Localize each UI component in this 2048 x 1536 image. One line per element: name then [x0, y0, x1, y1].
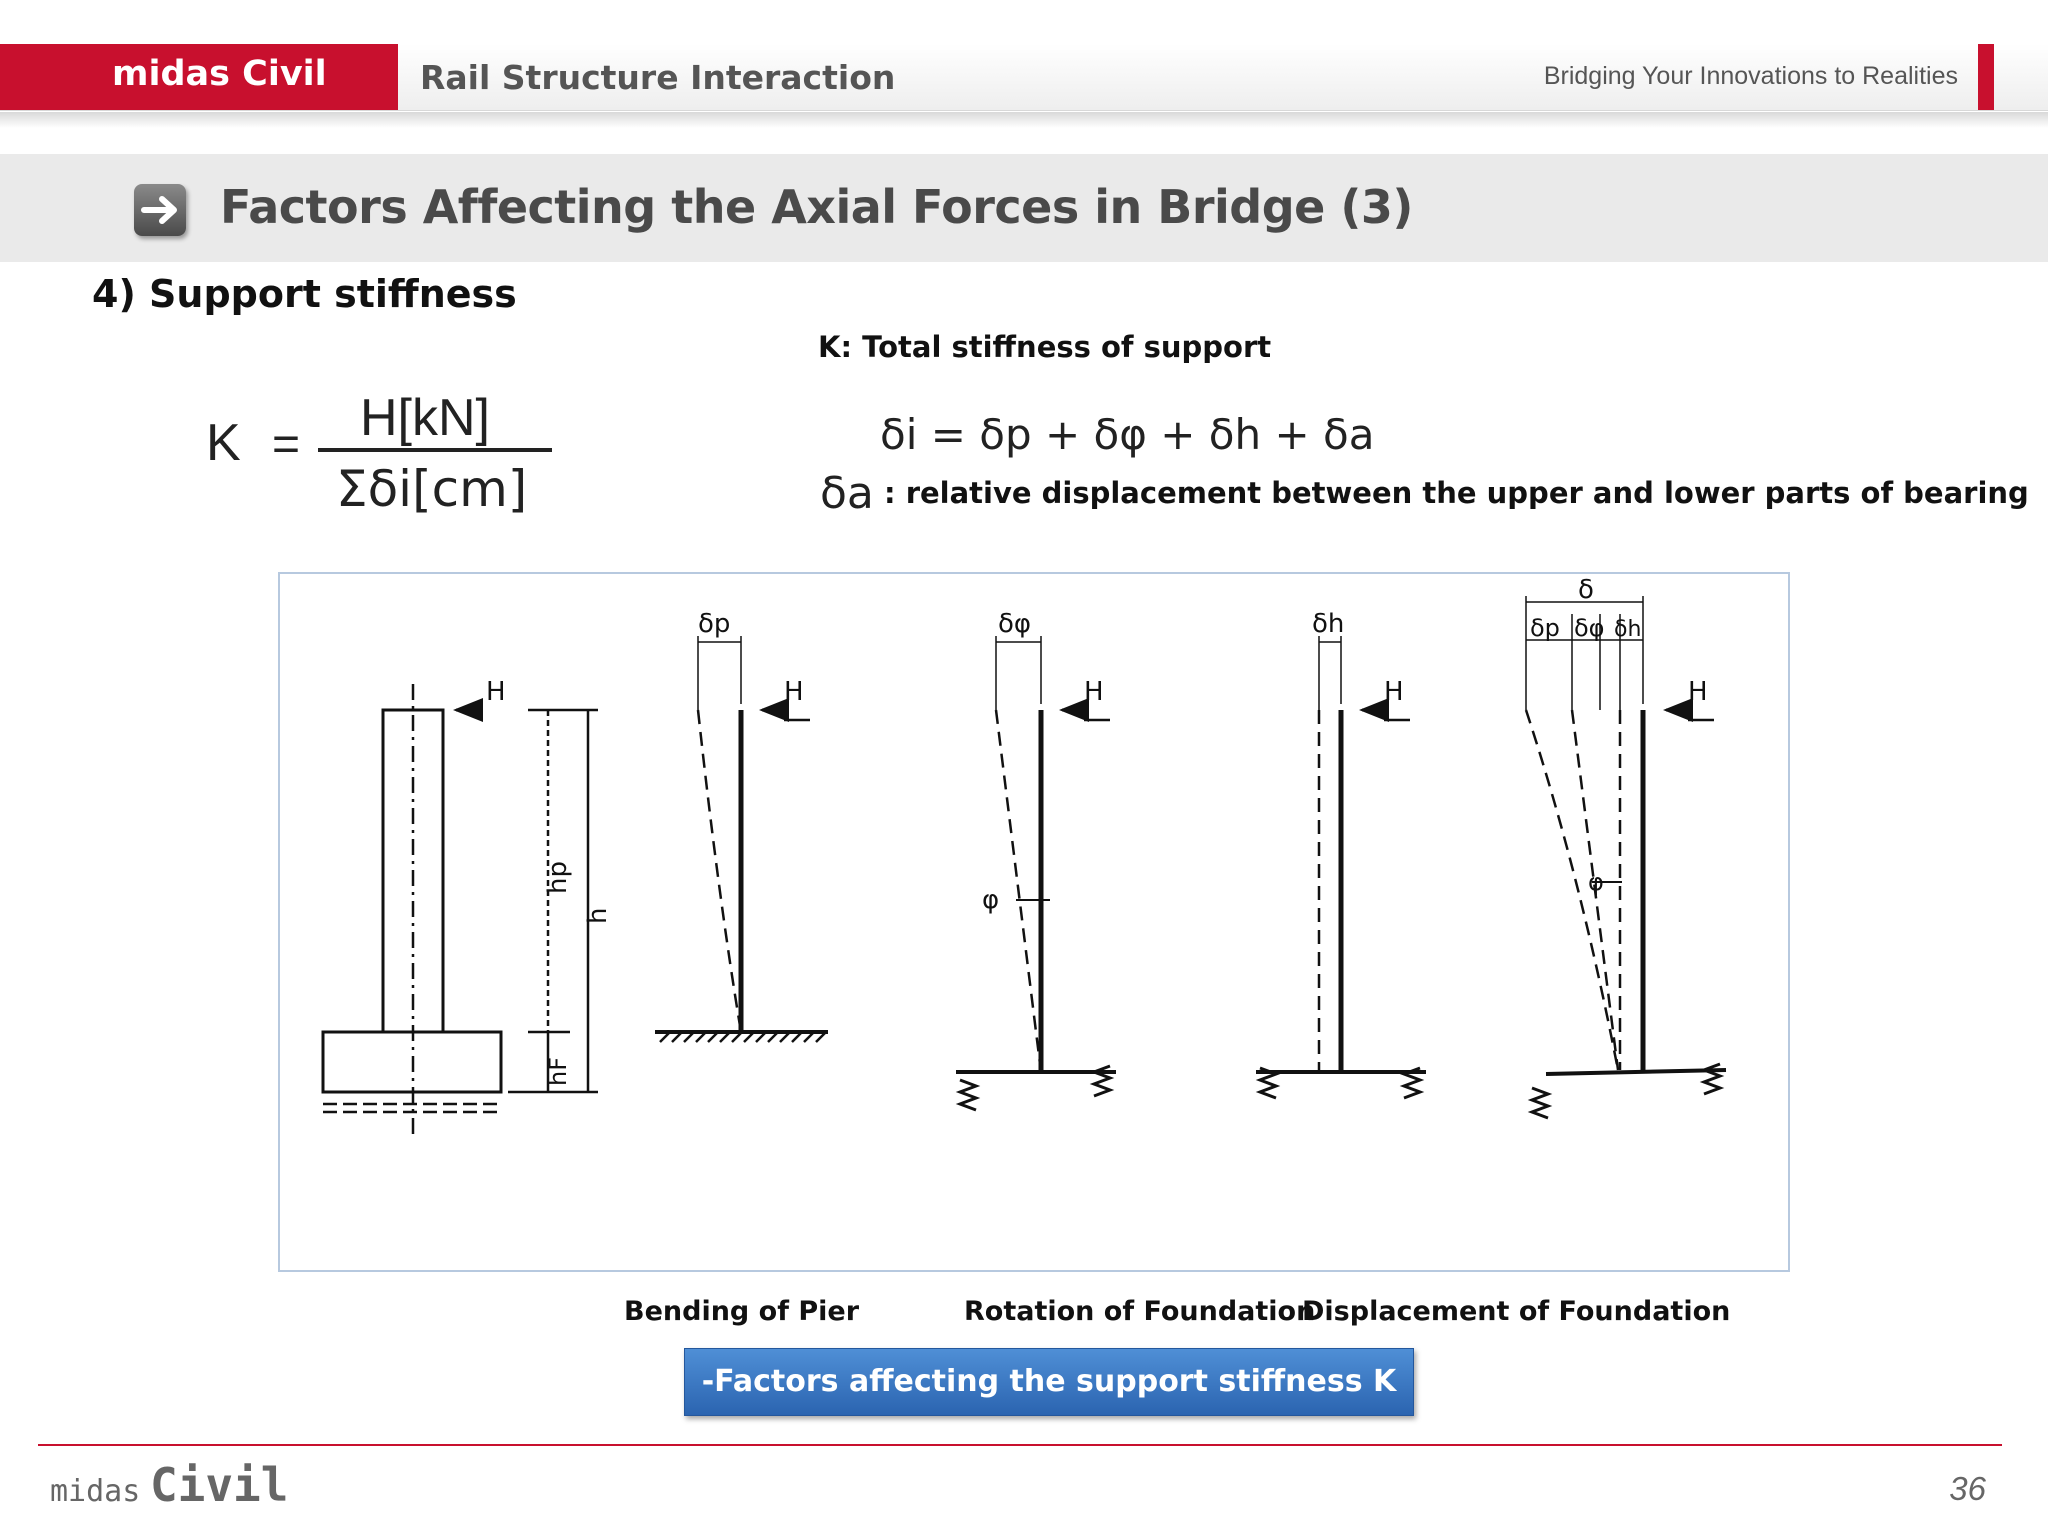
brand-block — [0, 44, 398, 110]
phi-label-2: φ — [1588, 868, 1604, 896]
callout-banner: -Factors affecting the support stiffness K — [684, 1348, 1414, 1416]
brand-label: midas Civil — [112, 54, 327, 94]
hf-label: hF — [544, 1056, 572, 1086]
force-label-2: H — [784, 677, 804, 707]
header-accent — [1978, 44, 1994, 110]
formula-lhs: K — [206, 414, 241, 472]
header-tagline: Bridging Your Innovations to Realities — [1543, 62, 1958, 90]
caption-displacement: Displacement of Foundation — [1302, 1296, 1731, 1327]
delta-phi-label: δφ — [998, 609, 1032, 639]
delta-equation: δi = δp + δφ + δh + δa — [880, 410, 1375, 459]
delta-p-label-2: δp — [1530, 614, 1560, 642]
rotation-panel — [956, 636, 1116, 1110]
caption-rotation: Rotation of Foundation — [964, 1296, 1316, 1327]
header-shadow — [0, 112, 2048, 128]
formula-denominator: Σδi[cm] — [336, 460, 528, 518]
delta-phi-label-2: δφ — [1574, 614, 1605, 642]
delta-p-label: δp — [698, 609, 731, 639]
delta-a-symbol: δa — [820, 468, 874, 519]
page-number: 36 — [1949, 1470, 1986, 1507]
force-label-3: H — [1084, 677, 1104, 707]
combined-panel — [1526, 596, 1726, 1118]
page-title: Factors Affecting the Axial Forces in Bridge (3) — [220, 180, 1413, 234]
caption-bending: Bending of Pier — [624, 1296, 860, 1327]
arrow-right-icon — [134, 184, 186, 236]
force-label-1: H — [486, 677, 506, 707]
footer-logo-midas: midas — [50, 1474, 141, 1509]
phi-label-1: φ — [982, 885, 1000, 915]
formula-eq: = — [272, 418, 301, 471]
footer-logo — [50, 1458, 288, 1512]
footer-logo-civil: Civil — [149, 1458, 289, 1512]
header-bar — [0, 44, 2048, 111]
force-label-5: H — [1688, 677, 1708, 707]
h-label: h — [583, 907, 613, 924]
section-heading: 4) Support stiffness — [92, 272, 517, 316]
hp-label: hp — [543, 861, 573, 894]
header-subtitle: Rail Structure Interaction — [420, 58, 896, 97]
delta-a-description: : relative displacement between the upper and lower parts of bearing — [884, 476, 2029, 510]
delta-h-label-2: δh — [1614, 617, 1642, 642]
delta-total-label: δ — [1578, 575, 1594, 605]
stiffness-formula — [200, 380, 580, 530]
delta-h-label: δh — [1312, 609, 1345, 639]
support-stiffness-diagram — [278, 572, 1790, 1272]
force-label-4: H — [1384, 677, 1404, 707]
title-band — [0, 154, 2048, 262]
footer-divider — [38, 1444, 2002, 1446]
k-definition: K: Total stiffness of support — [818, 330, 1272, 364]
formula-numerator: H[kN] — [360, 389, 490, 447]
